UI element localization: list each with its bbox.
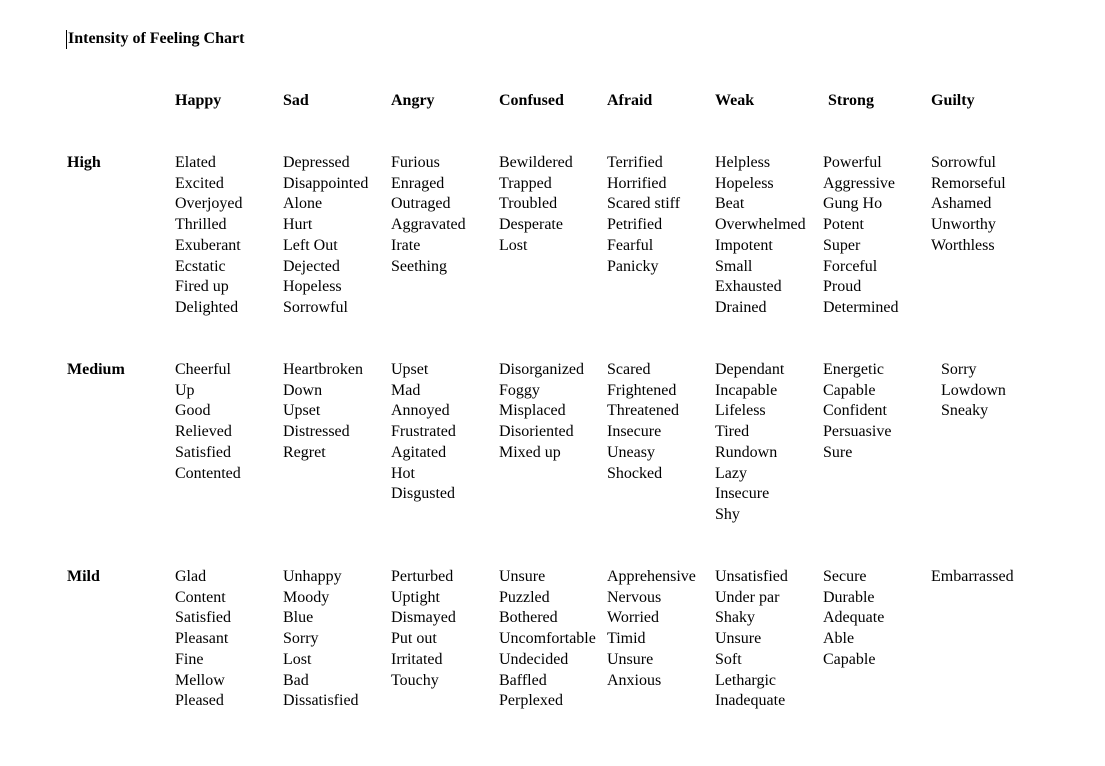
feeling-word: Aggressive [823,174,895,192]
feeling-word: Mad [391,381,421,399]
feeling-word: Anxious [607,671,662,689]
feeling-word: Determined [823,298,899,316]
feeling-word: Pleasant [175,630,229,648]
cell-high-angry [391,153,466,277]
feeling-word: Rundown [715,443,778,461]
feeling-word: Satisfied [175,443,231,461]
feeling-word: Disgusted [391,485,455,503]
feeling-word: Hurt [283,216,313,234]
feeling-word: Unsure [607,650,654,668]
feeling-word: Left Out [283,236,338,254]
feeling-word: Depressed [283,154,350,171]
feeling-word: Contented [175,464,241,482]
feeling-word: Worthless [931,236,995,254]
feeling-word: Frightened [607,381,677,399]
column-header-happy: Happy [175,92,222,109]
column-header-strong: Strong [828,92,874,109]
feeling-word: Shy [715,505,740,523]
feeling-word: Remorseful [931,174,1006,192]
feeling-word: Put out [391,630,437,648]
feeling-word: Timid [607,630,646,648]
column-header-guilty: Guilty [931,92,975,109]
feeling-word: Shaky [715,609,755,627]
cell-high-confused [499,153,573,257]
feeling-word: Sorry [283,630,319,648]
feeling-word: Perturbed [391,568,454,585]
feeling-word: Distressed [283,423,350,441]
feeling-word: Scared stiff [607,195,681,213]
feeling-word: Proud [823,278,862,296]
feeling-word: Undecided [499,650,569,668]
feeling-word: Unworthy [931,216,996,234]
feeling-word: Inadequate [715,692,786,710]
feeling-word: Super [823,236,861,254]
row-label-medium: Medium [67,361,125,378]
cell-medium-sad [283,360,363,464]
feeling-word: Excited [175,174,224,192]
feeling-word: Delighted [175,298,239,316]
feeling-word: Potent [823,216,864,234]
column-header-sad: Sad [283,92,309,109]
feeling-word: Sorrowful [283,298,348,316]
feeling-word: Fearful [607,236,654,254]
feeling-word: Impotent [715,236,773,254]
feeling-word: Heartbroken [283,361,363,378]
feeling-word: Lost [499,236,528,254]
feeling-word: Mellow [175,671,225,689]
document-title: Intensity of Feeling Chart [68,30,245,47]
feeling-word: Blue [283,609,314,627]
feeling-word: Lost [283,650,312,668]
cell-mild-confused [499,567,596,712]
feeling-word: Ashamed [931,195,992,213]
feeling-word: Touchy [391,671,439,689]
cell-mild-sad [283,567,359,712]
feeling-word: Bewildered [499,154,573,171]
feeling-word: Lethargic [715,671,777,689]
feeling-word: Good [175,402,211,420]
feeling-word: Disoriented [499,423,574,441]
feeling-word: Lowdown [941,381,1006,399]
feeling-word: Overjoyed [175,195,243,213]
feeling-word: Uneasy [607,443,655,461]
feeling-word: Alone [283,195,323,213]
feeling-word: Sorry [941,361,977,378]
feeling-word: Able [823,630,855,648]
feeling-word: Foggy [499,381,540,399]
feeling-word: Exuberant [175,236,241,254]
cell-mild-weak [715,567,788,712]
feeling-word: Perplexed [499,692,563,710]
feeling-word: Upset [283,402,321,420]
feeling-word: Up [175,381,195,399]
feeling-word: Sorrowful [931,154,996,171]
cell-high-sad [283,153,368,319]
cell-mild-afraid [607,567,696,691]
feeling-word: Capable [823,381,876,399]
feeling-word: Exhausted [715,278,782,296]
feeling-word: Capable [823,650,876,668]
feeling-word: Relieved [175,423,232,441]
feeling-word: Petrified [607,216,663,234]
cell-high-strong [823,153,899,319]
feeling-word: Under par [715,588,780,606]
feeling-word: Incapable [715,381,778,399]
feeling-word: Adequate [823,609,885,627]
column-header-angry: Angry [391,92,435,109]
feeling-word: Unsatisfied [715,568,788,585]
cell-medium-weak [715,360,784,526]
feeling-word: Elated [175,154,216,171]
feeling-word: Pleased [175,692,224,710]
feeling-word: Disorganized [499,361,585,378]
feeling-word: Forceful [823,257,878,275]
feeling-word: Fine [175,650,204,668]
feeling-word: Desperate [499,216,563,234]
feeling-word: Agitated [391,443,447,461]
text-cursor [66,30,67,49]
feeling-word: Disappointed [283,174,369,192]
feeling-word: Bad [283,671,309,689]
feeling-word: Dejected [283,257,340,275]
cell-mild-angry [391,567,456,691]
feeling-word: Aggravated [391,216,466,234]
feeling-word: Panicky [607,257,659,275]
feeling-word: Small [715,257,753,275]
feeling-word: Lifeless [715,402,766,420]
feeling-word: Hopeless [283,278,342,296]
feeling-word: Apprehensive [607,568,696,585]
feeling-word: Durable [823,588,875,606]
feeling-word: Down [283,381,323,399]
feeling-word: Threatened [607,402,679,420]
cell-medium-strong [823,360,891,464]
row-label-mild: Mild [67,568,100,585]
feeling-word: Secure [823,568,867,585]
feeling-word: Satisfied [175,609,231,627]
feeling-word: Upset [391,361,429,378]
feeling-word: Embarrassed [931,568,1014,585]
feeling-word: Nervous [607,588,662,606]
feeling-word: Drained [715,298,767,316]
feeling-word: Insecure [607,423,662,441]
feeling-word: Dismayed [391,609,456,627]
feeling-word: Shocked [607,464,663,482]
feeling-word: Fired up [175,278,229,296]
cell-high-guilty [931,153,1006,257]
row-label-high: High [67,154,101,171]
feeling-word: Sneaky [941,402,989,420]
cell-high-happy [175,153,243,319]
feeling-word: Terrified [607,154,663,171]
feeling-word: Unhappy [283,568,342,585]
feeling-word: Irritated [391,650,443,668]
feeling-word: Powerful [823,154,882,171]
feeling-word: Moody [283,588,330,606]
feeling-word: Confident [823,402,887,420]
feeling-word: Outraged [391,195,451,213]
feeling-word: Persuasive [823,423,892,441]
feeling-word: Helpless [715,154,771,171]
feeling-word: Dissatisfied [283,692,359,710]
feeling-word: Scared [607,361,651,378]
feeling-word: Annoyed [391,402,450,420]
column-header-confused: Confused [499,92,564,109]
feeling-word: Insecure [715,485,770,503]
feeling-word: Uncomfortable [499,630,596,648]
feeling-word: Troubled [499,195,558,213]
feeling-word: Misplaced [499,402,566,420]
feeling-word: Bothered [499,609,558,627]
feeling-word: Puzzled [499,588,550,606]
feeling-word: Hopeless [715,174,774,192]
cell-high-weak [715,153,806,319]
feeling-word: Seething [391,257,447,275]
feeling-word: Content [175,588,226,606]
feeling-word: Trapped [499,174,552,192]
cell-medium-confused [499,360,584,464]
feeling-word: Thrilled [175,216,227,234]
feeling-word: Dependant [715,361,785,378]
feeling-word: Sure [823,443,853,461]
feeling-word: Frustrated [391,423,456,441]
feeling-word: Ecstatic [175,257,226,275]
cell-high-afraid [607,153,680,277]
feeling-word: Gung Ho [823,195,883,213]
feeling-word: Enraged [391,174,445,192]
column-header-weak: Weak [715,92,755,109]
cell-medium-guilty [941,360,1006,422]
feeling-word: Mixed up [499,443,561,461]
feeling-word: Tired [715,423,750,441]
feeling-word: Baffled [499,671,547,689]
cell-mild-happy [175,567,231,712]
feeling-word: Unsure [715,630,762,648]
feeling-word: Irate [391,236,421,254]
feeling-word: Unsure [499,568,546,585]
feeling-word: Lazy [715,464,747,482]
feeling-word: Hot [391,464,415,482]
column-header-afraid: Afraid [607,92,653,109]
feeling-word: Cheerful [175,361,231,378]
feeling-word: Glad [175,568,207,585]
feeling-word: Overwhelmed [715,216,806,234]
cell-medium-afraid [607,360,679,484]
cell-medium-angry [391,360,456,505]
feeling-word: Uptight [391,588,440,606]
cell-medium-happy [175,360,241,484]
feeling-word: Soft [715,650,742,668]
feeling-word: Beat [715,195,745,213]
feeling-word: Worried [607,609,660,627]
feeling-word: Horrified [607,174,667,192]
feeling-word: Furious [391,154,440,171]
feeling-word: Regret [283,443,326,461]
feeling-word: Energetic [823,361,885,378]
cell-mild-guilty [931,567,1014,588]
cell-mild-strong [823,567,884,671]
